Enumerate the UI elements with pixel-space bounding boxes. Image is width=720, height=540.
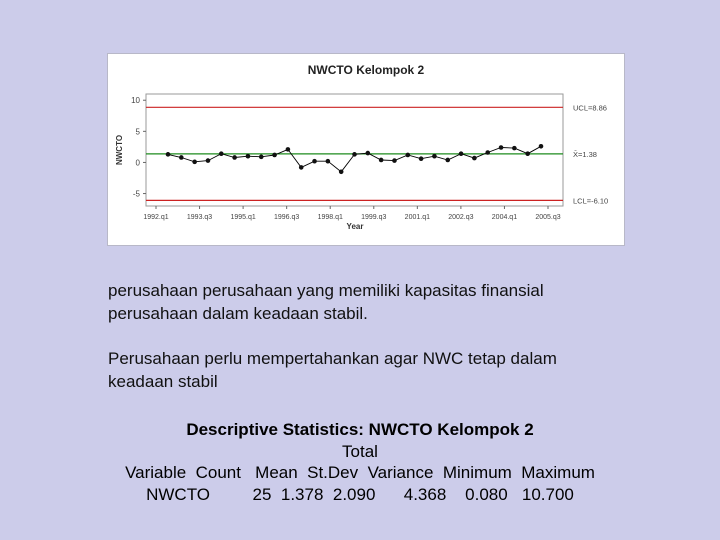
data-point bbox=[405, 153, 410, 158]
data-point bbox=[352, 152, 357, 157]
x-tick-label: 2001.q1 bbox=[404, 214, 430, 221]
data-point bbox=[166, 152, 171, 157]
data-point bbox=[326, 159, 331, 164]
stats-total-label: Total bbox=[342, 442, 378, 461]
control-chart-panel bbox=[107, 53, 625, 246]
data-point bbox=[219, 151, 224, 156]
x-tick-label: 1992.q1 bbox=[143, 214, 169, 221]
x-tick-label: 2005.q3 bbox=[535, 214, 561, 221]
y-tick-label: 0 bbox=[135, 158, 140, 168]
control-line-label: UCL=8.86 bbox=[573, 103, 607, 113]
data-point bbox=[459, 151, 464, 156]
control-chart bbox=[108, 54, 624, 245]
data-point bbox=[392, 158, 397, 163]
paragraph-2-line-1: Perusahaan perlu mempertahankan agar NWC tetap dalam bbox=[108, 349, 557, 368]
data-point bbox=[419, 156, 424, 161]
data-point bbox=[432, 154, 437, 159]
x-tick-label: 1993.q3 bbox=[186, 214, 213, 221]
data-point bbox=[232, 155, 237, 160]
data-point bbox=[472, 156, 477, 161]
data-point bbox=[499, 145, 504, 150]
x-tick-label: 1996.q3 bbox=[274, 214, 300, 221]
data-point bbox=[286, 147, 291, 152]
stats-header-row: Variable Count Mean St.Dev Variance Minimum Maximum bbox=[125, 463, 595, 482]
data-series-line bbox=[168, 146, 541, 172]
x-tick-label: 2002.q3 bbox=[448, 214, 474, 221]
data-point bbox=[299, 165, 304, 170]
data-point bbox=[379, 158, 384, 163]
paragraph-1-line-1: perusahaan perusahaan yang memiliki kapasitas finansial bbox=[108, 281, 544, 300]
stats-data-row: NWCTO 25 1.378 2.090 4.368 0.080 10.700 bbox=[146, 485, 574, 504]
x-tick-label: 1999.q3 bbox=[361, 214, 387, 221]
y-tick-label: 10 bbox=[131, 96, 140, 106]
data-point bbox=[366, 151, 371, 156]
data-point bbox=[259, 155, 264, 160]
data-point bbox=[312, 159, 317, 164]
control-line-label: LCL=-6.10 bbox=[573, 196, 609, 206]
data-point bbox=[539, 144, 544, 149]
data-point bbox=[445, 158, 450, 163]
data-point bbox=[192, 160, 197, 165]
plot-frame bbox=[146, 94, 563, 206]
chart-title: NWCTO Kelompok 2 bbox=[307, 63, 425, 77]
paragraph-1-line-2: perusahaan dalam keadaan stabil. bbox=[108, 304, 368, 323]
plot-area bbox=[131, 94, 608, 221]
x-axis-label: Year bbox=[346, 222, 364, 231]
data-point bbox=[512, 146, 517, 151]
data-point bbox=[525, 151, 530, 156]
control-line-label: X̄=1.38 bbox=[573, 149, 597, 159]
y-axis-label: NWCTO bbox=[115, 134, 124, 166]
paragraph-2-line-2: keadaan stabil bbox=[108, 372, 218, 391]
data-point bbox=[246, 154, 251, 159]
x-tick-label: 1995.q1 bbox=[230, 214, 256, 221]
stats-title: Descriptive Statistics: NWCTO Kelompok 2 bbox=[186, 420, 534, 439]
data-point bbox=[179, 155, 184, 160]
data-point bbox=[339, 169, 344, 174]
x-tick-label: 1998.q1 bbox=[317, 214, 343, 221]
x-tick-label: 2004.q1 bbox=[491, 214, 518, 221]
data-point bbox=[272, 153, 277, 158]
y-tick-label: 5 bbox=[135, 127, 140, 137]
y-tick-label: -5 bbox=[132, 189, 140, 199]
data-point bbox=[485, 150, 490, 155]
data-point bbox=[206, 158, 211, 163]
